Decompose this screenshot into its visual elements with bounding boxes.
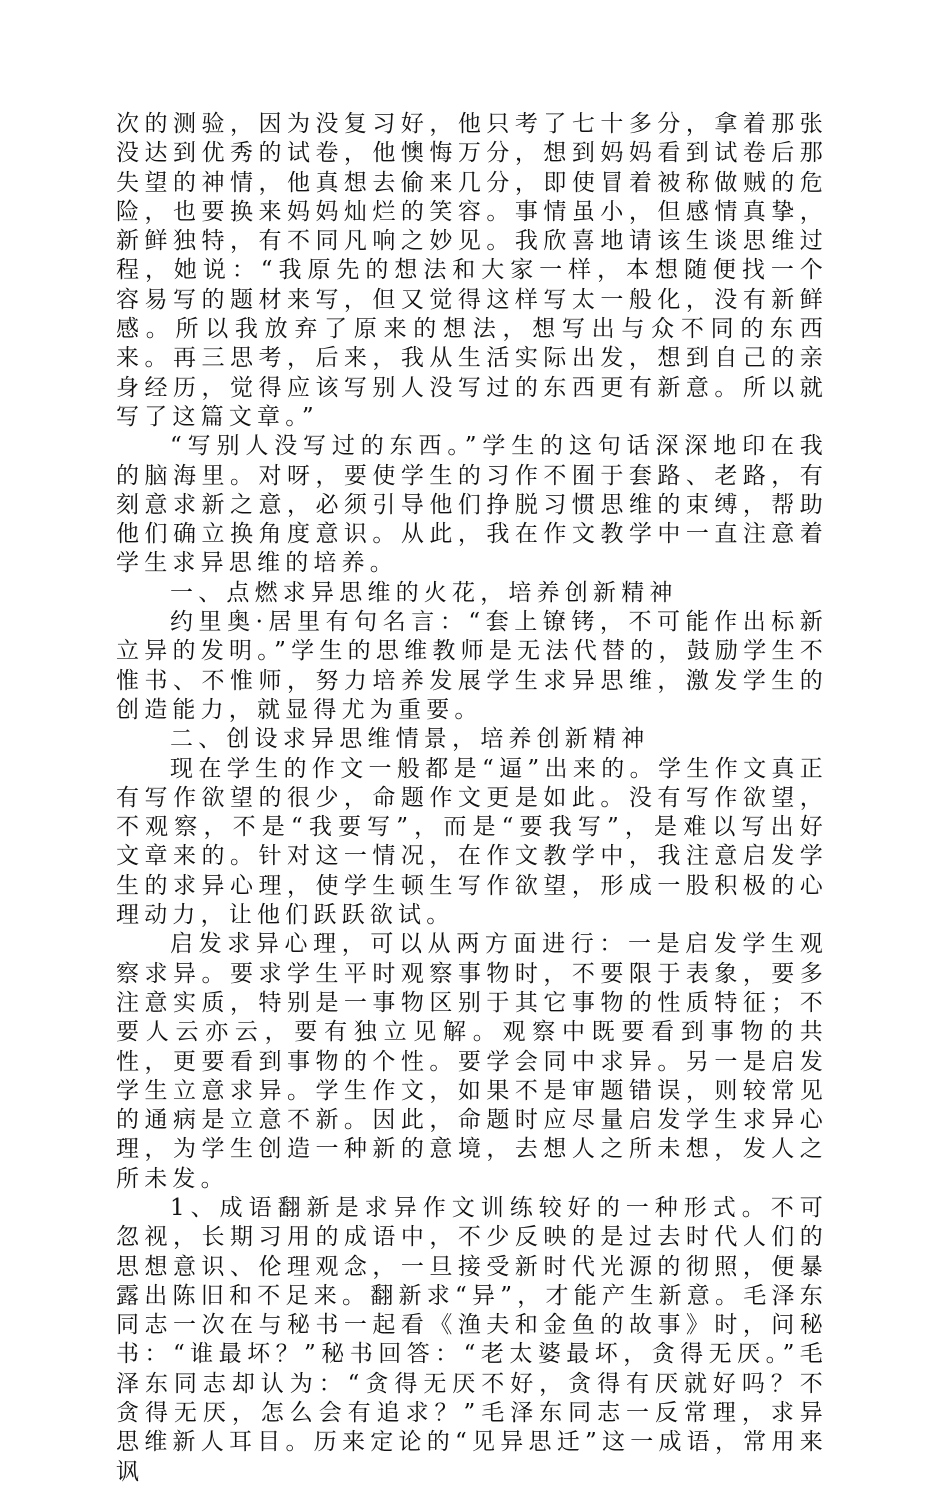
paragraph-write-different: “写别人没写过的东西。”学生的这句话深深地印在我的脑海里。对呀，要使学生的习作不囿于套路、老路，有刻意求新之意，必须引导他们挣脱习惯思维的束缚，帮助他们确立换角度意识。从此，我在作文教学中一直注意着学生求异思维的培养。 bbox=[116, 433, 828, 577]
paragraph-continuation: 次的测验，因为没复习好，他只考了七十多分，拿着那张没达到优秀的试卷，他懊悔万分，想到妈妈看到试卷后那失望的神情，他真想去偷来几分，即使冒着被称做贼的危险，也要换来妈妈灿烂的笑容。事情虽小，但感情真挚，新鲜独特，有不同凡响之妙见。我欣喜地请该生谈思维过程，她说：“我原先的想法和大家一样，本想随便找一个容易写的题材来写，但又觉得这样写太一般化，没有新鲜感。所以我放弃了原来的想法，想写出与众不同的东西来。再三思考，后来，我从生活实际出发，想到自己的亲身经历，觉得应该写别人没写过的东西更有新意。所以就写了这篇文章。” bbox=[116, 111, 828, 430]
paragraph-idiom-renewal: 1、成语翻新是求异作文训练较好的一种形式。不可忽视，长期习用的成语中，不少反映的是过去时代人们的思想意识、伦理观念，一旦接受新时代光源的彻照，便暴露出陈旧和不足来。翻新求“异”，才能产生新意。毛泽东同志一次在与秘书一起看《渔夫和金鱼的故事》时，问秘书：“谁最坏？”秘书回答：“老太婆最坏，贪得无厌。”毛泽东同志却认为：“贪得无厌不好，贪得有厌就好吗？不贪得无厌，怎么会有追求？”毛泽东同志一反常理，求异思维新人耳目。历来定论的“见异思迁”这一成语，常用来讽 bbox=[116, 1194, 828, 1485]
paragraph-curie-quote: 约里奥·居里有句名言：“套上镣铐，不可能作出标新立异的发明。”学生的思维教师是无法代替的，鼓励学生不惟书、不惟师，努力培养发展学生求异思维，激发学生的创造能力，就显得尤为重要。 bbox=[116, 609, 828, 723]
section-heading-two: 二、创设求异思维情景，培养创新精神 bbox=[170, 726, 650, 753]
paragraph-writing-desire: 现在学生的作文一般都是“逼”出来的。学生作文真正有写作欲望的很少，命题作文更是如此。没有写作欲望，不观察，不是“我要写”，而是“要我写”，是难以写出好文章来的。针对这一情况，在作文教学中，我注意启发学生的求异心理，使学生顿生写作欲望，形成一股积极的心理动力，让他们跃跃欲试。 bbox=[116, 755, 828, 929]
document-page bbox=[116, 110, 828, 1487]
paragraph-two-aspects: 启发求异心理，可以从两方面进行：一是启发学生观察求异。要求学生平时观察事物时，不要限于表象，要多注意实质，特别是一事物区别于其它事物的性质特征；不要人云亦云，要有独立见解。观察中既要看到事物的共性，更要看到事物的个性。要学会同中求异。另一是启发学生立意求异。学生作文，如果不是审题错误，则较常见的通病是立意不新。因此，命题时应尽量启发学生求异心理，为学生创造一种新的意境，去想人之所未想，发人之所未发。 bbox=[116, 931, 828, 1192]
section-heading-one: 一、点燃求异思维的火花，培养创新精神 bbox=[170, 579, 678, 606]
